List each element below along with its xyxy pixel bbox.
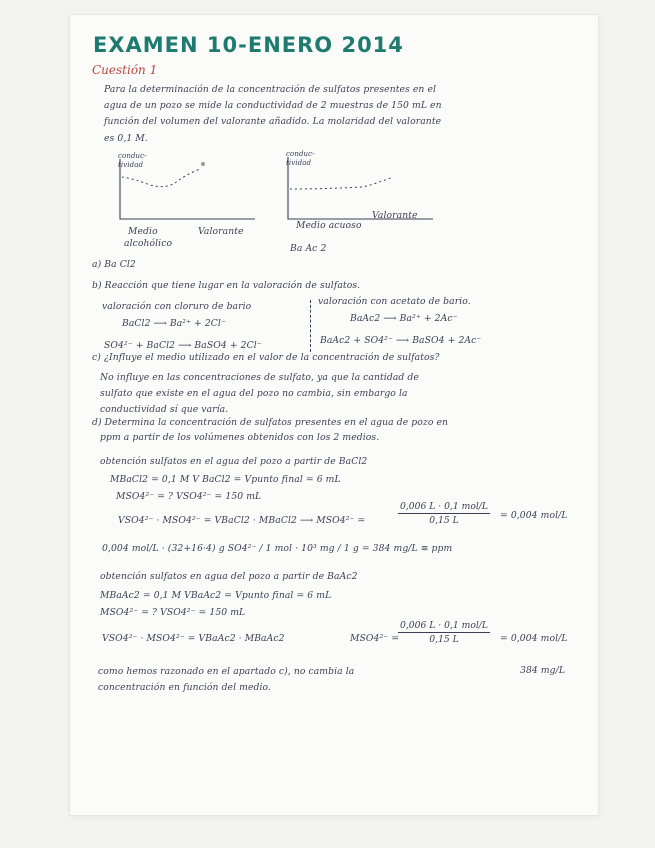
- part1-title: obtención sulfatos en el agua del pozo a partir de BaCl2: [100, 456, 368, 467]
- intro-line: función del volumen del valorante añadido. La molaridad del valorante: [104, 116, 442, 127]
- answer-b-divider: [310, 300, 311, 352]
- part2-numerator: 0,006 L · 0,1 mol/L: [400, 620, 488, 631]
- answer-a: a) Ba Cl2: [92, 259, 136, 270]
- graph1-xlabel: Valorante: [198, 226, 244, 237]
- part1-fraction: [398, 501, 490, 526]
- conclusion-line: como hemos razonado en el apartado c), no cambia la: [98, 666, 355, 677]
- answer-b-right-title: valoración con acetato de bario.: [318, 296, 471, 307]
- part2-fraction: [398, 620, 490, 645]
- part1-numerator: 0,006 L · 0,1 mol/L: [400, 501, 488, 512]
- answer-b-right-reaction: BaAc2 ⟶ Ba²⁺ + 2Ac⁻: [350, 313, 458, 324]
- graph1-ylabel: conduc-: [118, 152, 147, 160]
- part2-result: = 0,004 mol/L: [500, 633, 568, 644]
- intro-line: Para la determinación de la concentración de sulfatos presentes en el: [104, 84, 437, 95]
- answer-b-left-reaction: BaCl2 ⟶ Ba²⁺ + 2Cl⁻: [122, 318, 226, 329]
- graph2-ylabel: conduc-: [286, 150, 315, 158]
- part2-denominator: 0,15 L: [429, 634, 459, 645]
- graph2-medium: Medio acuoso: [296, 220, 362, 231]
- graph1-medium: alcohólico: [124, 238, 173, 249]
- conclusion-line: concentración en función del medio.: [98, 682, 272, 693]
- page-title: EXAMEN 10-ENERO 2014: [93, 33, 404, 57]
- question-label: Cuestión 1: [92, 63, 158, 77]
- part1-data: MSO4²⁻ = ? VSO4²⁻ = 150 mL: [116, 491, 262, 502]
- part2-ppm: 384 mg/L: [520, 665, 566, 676]
- part1-result: = 0,004 mol/L: [500, 510, 568, 521]
- answer-c-line: c) ¿Influye el medio utilizado en el valor de la concentración de sulfatos?: [92, 352, 440, 363]
- part2-data: MSO4²⁻ = ? VSO4²⁻ = 150 mL: [100, 607, 246, 618]
- intro-line: agua de un pozo se mide la conductividad de 2 muestras de 150 mL en: [104, 100, 442, 111]
- answer-b-left-title: valoración con cloruro de bario: [102, 301, 252, 312]
- graph2-reagent: Ba Ac 2: [290, 243, 327, 254]
- graph1-medium: Medio: [128, 226, 158, 237]
- answer-d-intro: ppm a partir de los volúmenes obtenidos con los 2 medios.: [100, 432, 380, 443]
- part2-equation: VSO4²⁻ · MSO4²⁻ = VBaAc2 · MBaAc2: [102, 633, 285, 644]
- answer-b-right-reaction: BaAc2 + SO4²⁻ ⟶ BaSO4 + 2Ac⁻: [320, 335, 482, 346]
- part1-conversion: 0,004 mol/L · (32+16·4) g SO4²⁻ / 1 mol · 10³ mg / 1 g = 384 mg/L ≡ ppm: [102, 543, 453, 554]
- intro-line: es 0,1 M.: [104, 133, 148, 144]
- graph2-ylabel: tividad: [286, 159, 312, 167]
- answer-d-intro: d) Determina la concentración de sulfatos presentes en el agua de pozo en: [92, 417, 449, 428]
- part1-denominator: 0,15 L: [429, 515, 459, 526]
- part1-data: MBaCl2 = 0,1 M V BaCl2 = Vpunto final = 6 mL: [110, 474, 341, 485]
- answer-c-line: No influye en las concentraciones de sulfato, ya que la cantidad de: [100, 372, 419, 383]
- graph1-ylabel: tividad: [118, 161, 144, 169]
- part2-title: obtención sulfatos en agua del pozo a partir de BaAc2: [100, 571, 358, 582]
- part1-equation: VSO4²⁻ · MSO4²⁻ = VBaCl2 · MBaCl2 ⟶ MSO4²⁻ =: [118, 515, 366, 526]
- answer-b-left-reaction: SO4²⁻ + BaCl2 ⟶ BaSO4 + 2Cl⁻: [104, 340, 262, 351]
- answer-c-line: conductividad sí que varía.: [100, 404, 229, 415]
- part2-lhs: MSO4²⁻ =: [350, 633, 400, 644]
- part2-data: MBaAc2 = 0,1 M VBaAc2 = Vpunto final = 6 mL: [100, 590, 332, 601]
- exam-sheet: [70, 15, 598, 815]
- graph2-xlabel: Valorante: [372, 210, 418, 221]
- answer-b-header: b) Reacción que tiene lugar en la valoración de sulfatos.: [92, 280, 361, 291]
- answer-c-line: sulfato que existe en el agua del pozo no cambia, sin embargo la: [100, 388, 408, 399]
